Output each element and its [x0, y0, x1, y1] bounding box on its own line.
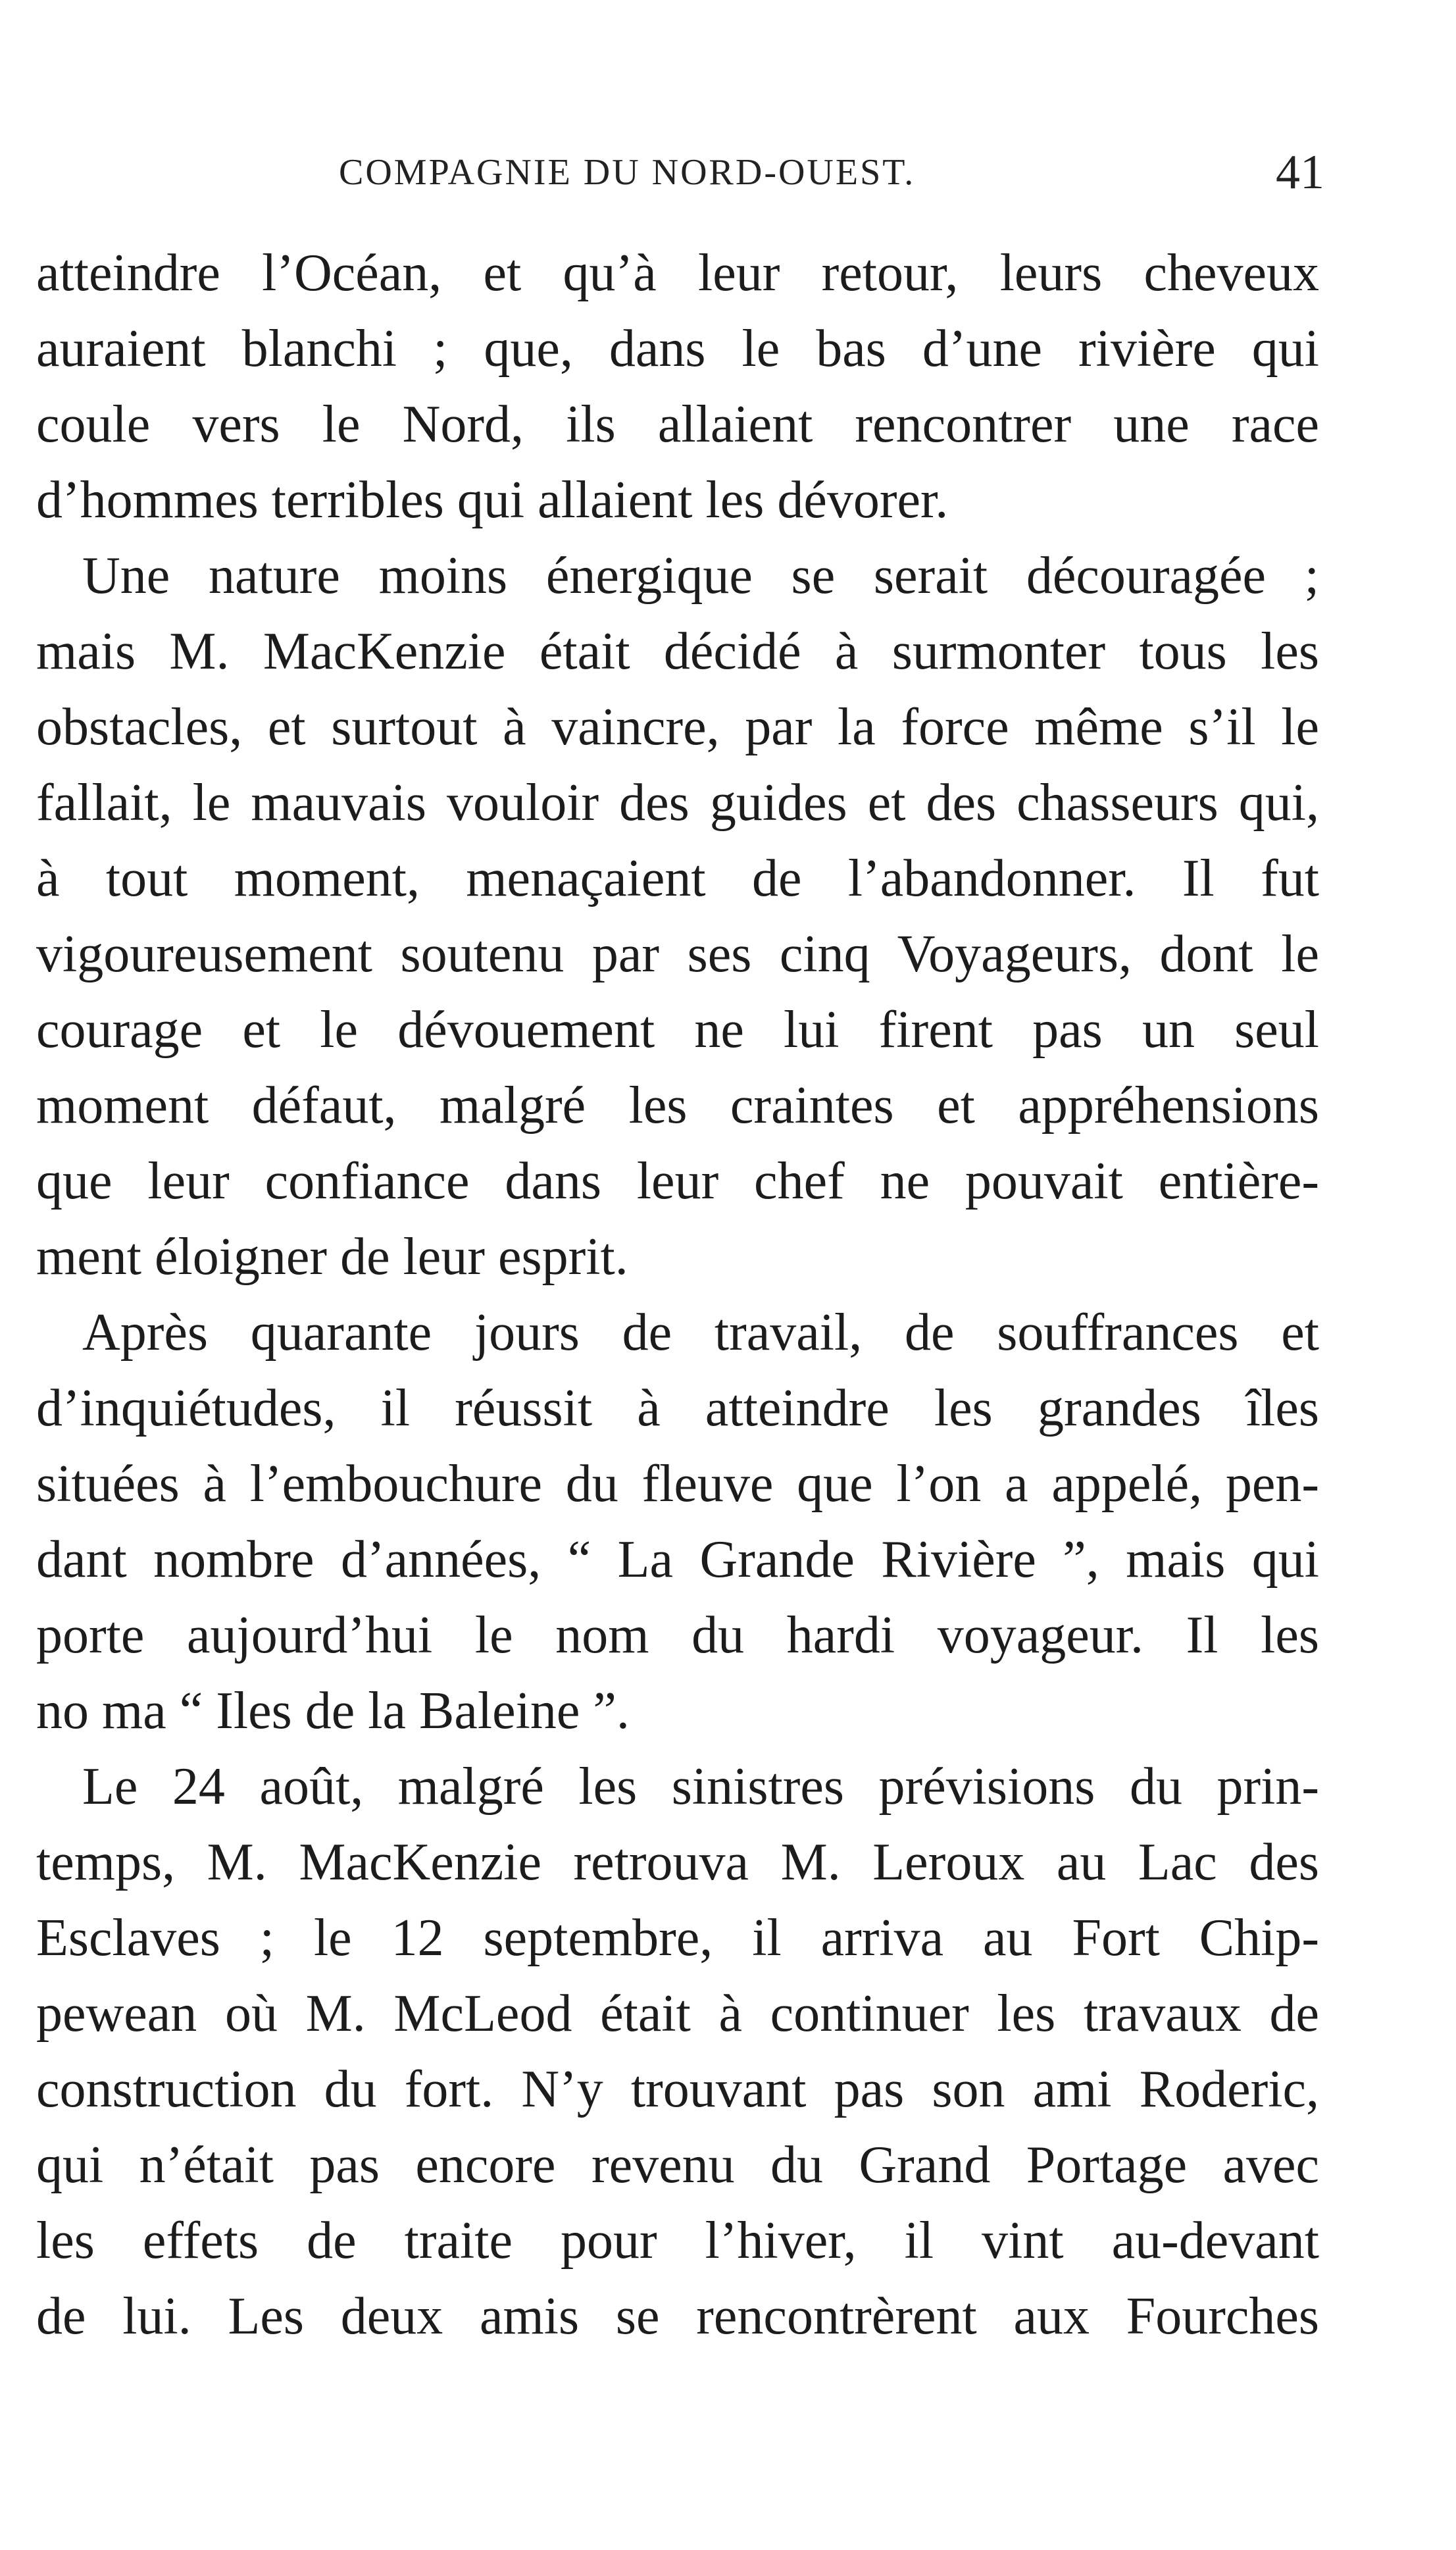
text-line: pewean où M. McLeod était à continuer les travaux de	[36, 1985, 1319, 2043]
text-line: temps, M. MacKenzie retrouva M. Leroux au Lac des	[36, 1833, 1319, 1891]
text-line: obstacles, et surtout à vaincre, par la force même s’il le	[36, 698, 1319, 756]
text-line: coule vers le Nord, ils allaient rencontrer une race	[36, 395, 1319, 453]
text-line: moment défaut, malgré les craintes et appréhensions	[36, 1077, 1319, 1135]
paragraph	[36, 538, 1319, 1295]
text-line: Le 24 août, malgré les sinistres prévisions du prin-	[82, 1758, 1319, 1816]
text-line: qui n’était pas encore revenu du Grand Portage avec	[36, 2136, 1319, 2194]
body-text	[36, 236, 1319, 2355]
text-line: atteindre l’Océan, et qu’à leur retour, leurs cheveux	[36, 244, 1319, 302]
text-line: ment éloigner de leur esprit.	[36, 1228, 628, 1286]
text-line: mais M. MacKenzie était décidé à surmonter tous les	[36, 623, 1319, 680]
text-line: Esclaves ; le 12 septembre, il arriva au Fort Chip-	[36, 1909, 1319, 1967]
text-line: Après quarante jours de travail, de souffrances et	[82, 1304, 1319, 1362]
text-line: construction du fort. N’y trouvant pas son ami Roderic,	[36, 2060, 1319, 2118]
text-line: à tout moment, menaçaient de l’abandonner. Il fut	[36, 850, 1319, 907]
text-line: no ma “ Iles de la Baleine ”.	[36, 1682, 630, 1740]
text-line: courage et le dévouement ne lui firent pas un seul	[36, 1001, 1319, 1059]
text-line: auraient blanchi ; que, dans le bas d’une rivière qui	[36, 320, 1319, 378]
paragraph	[36, 1295, 1319, 1749]
text-line: porte aujourd’hui le nom du hardi voyageur. Il les	[36, 1606, 1319, 1664]
text-line: d’inquiétudes, il réussit à atteindre les grandes îles	[36, 1379, 1319, 1437]
text-line: situées à l’embouchure du fleuve que l’on a appelé, pen-	[36, 1455, 1319, 1513]
page-number: 41	[1276, 145, 1324, 199]
text-line: d’hommes terribles qui allaient les dévorer.	[36, 471, 949, 529]
text-line: de lui. Les deux amis se rencontrèrent aux Fourches	[36, 2287, 1319, 2345]
text-line: Une nature moins énergique se serait découragée ;	[82, 547, 1319, 605]
text-line: dant nombre d’années, “ La Grande Rivière ”, mais qui	[36, 1531, 1319, 1589]
paragraph	[36, 236, 1319, 538]
running-title: COMPAGNIE DU NORD-OUEST.	[339, 152, 916, 193]
text-line: les effets de traite pour l’hiver, il vint au-devant	[36, 2212, 1319, 2270]
paragraph	[36, 1749, 1319, 2355]
text-line: que leur confiance dans leur chef ne pouvait entière-	[36, 1152, 1319, 1210]
page-header	[36, 132, 1324, 204]
text-line: vigoureusement soutenu par ses cinq Voyageurs, dont le	[36, 925, 1319, 983]
text-line: fallait, le mauvais vouloir des guides et des chasseurs qui,	[36, 774, 1319, 832]
